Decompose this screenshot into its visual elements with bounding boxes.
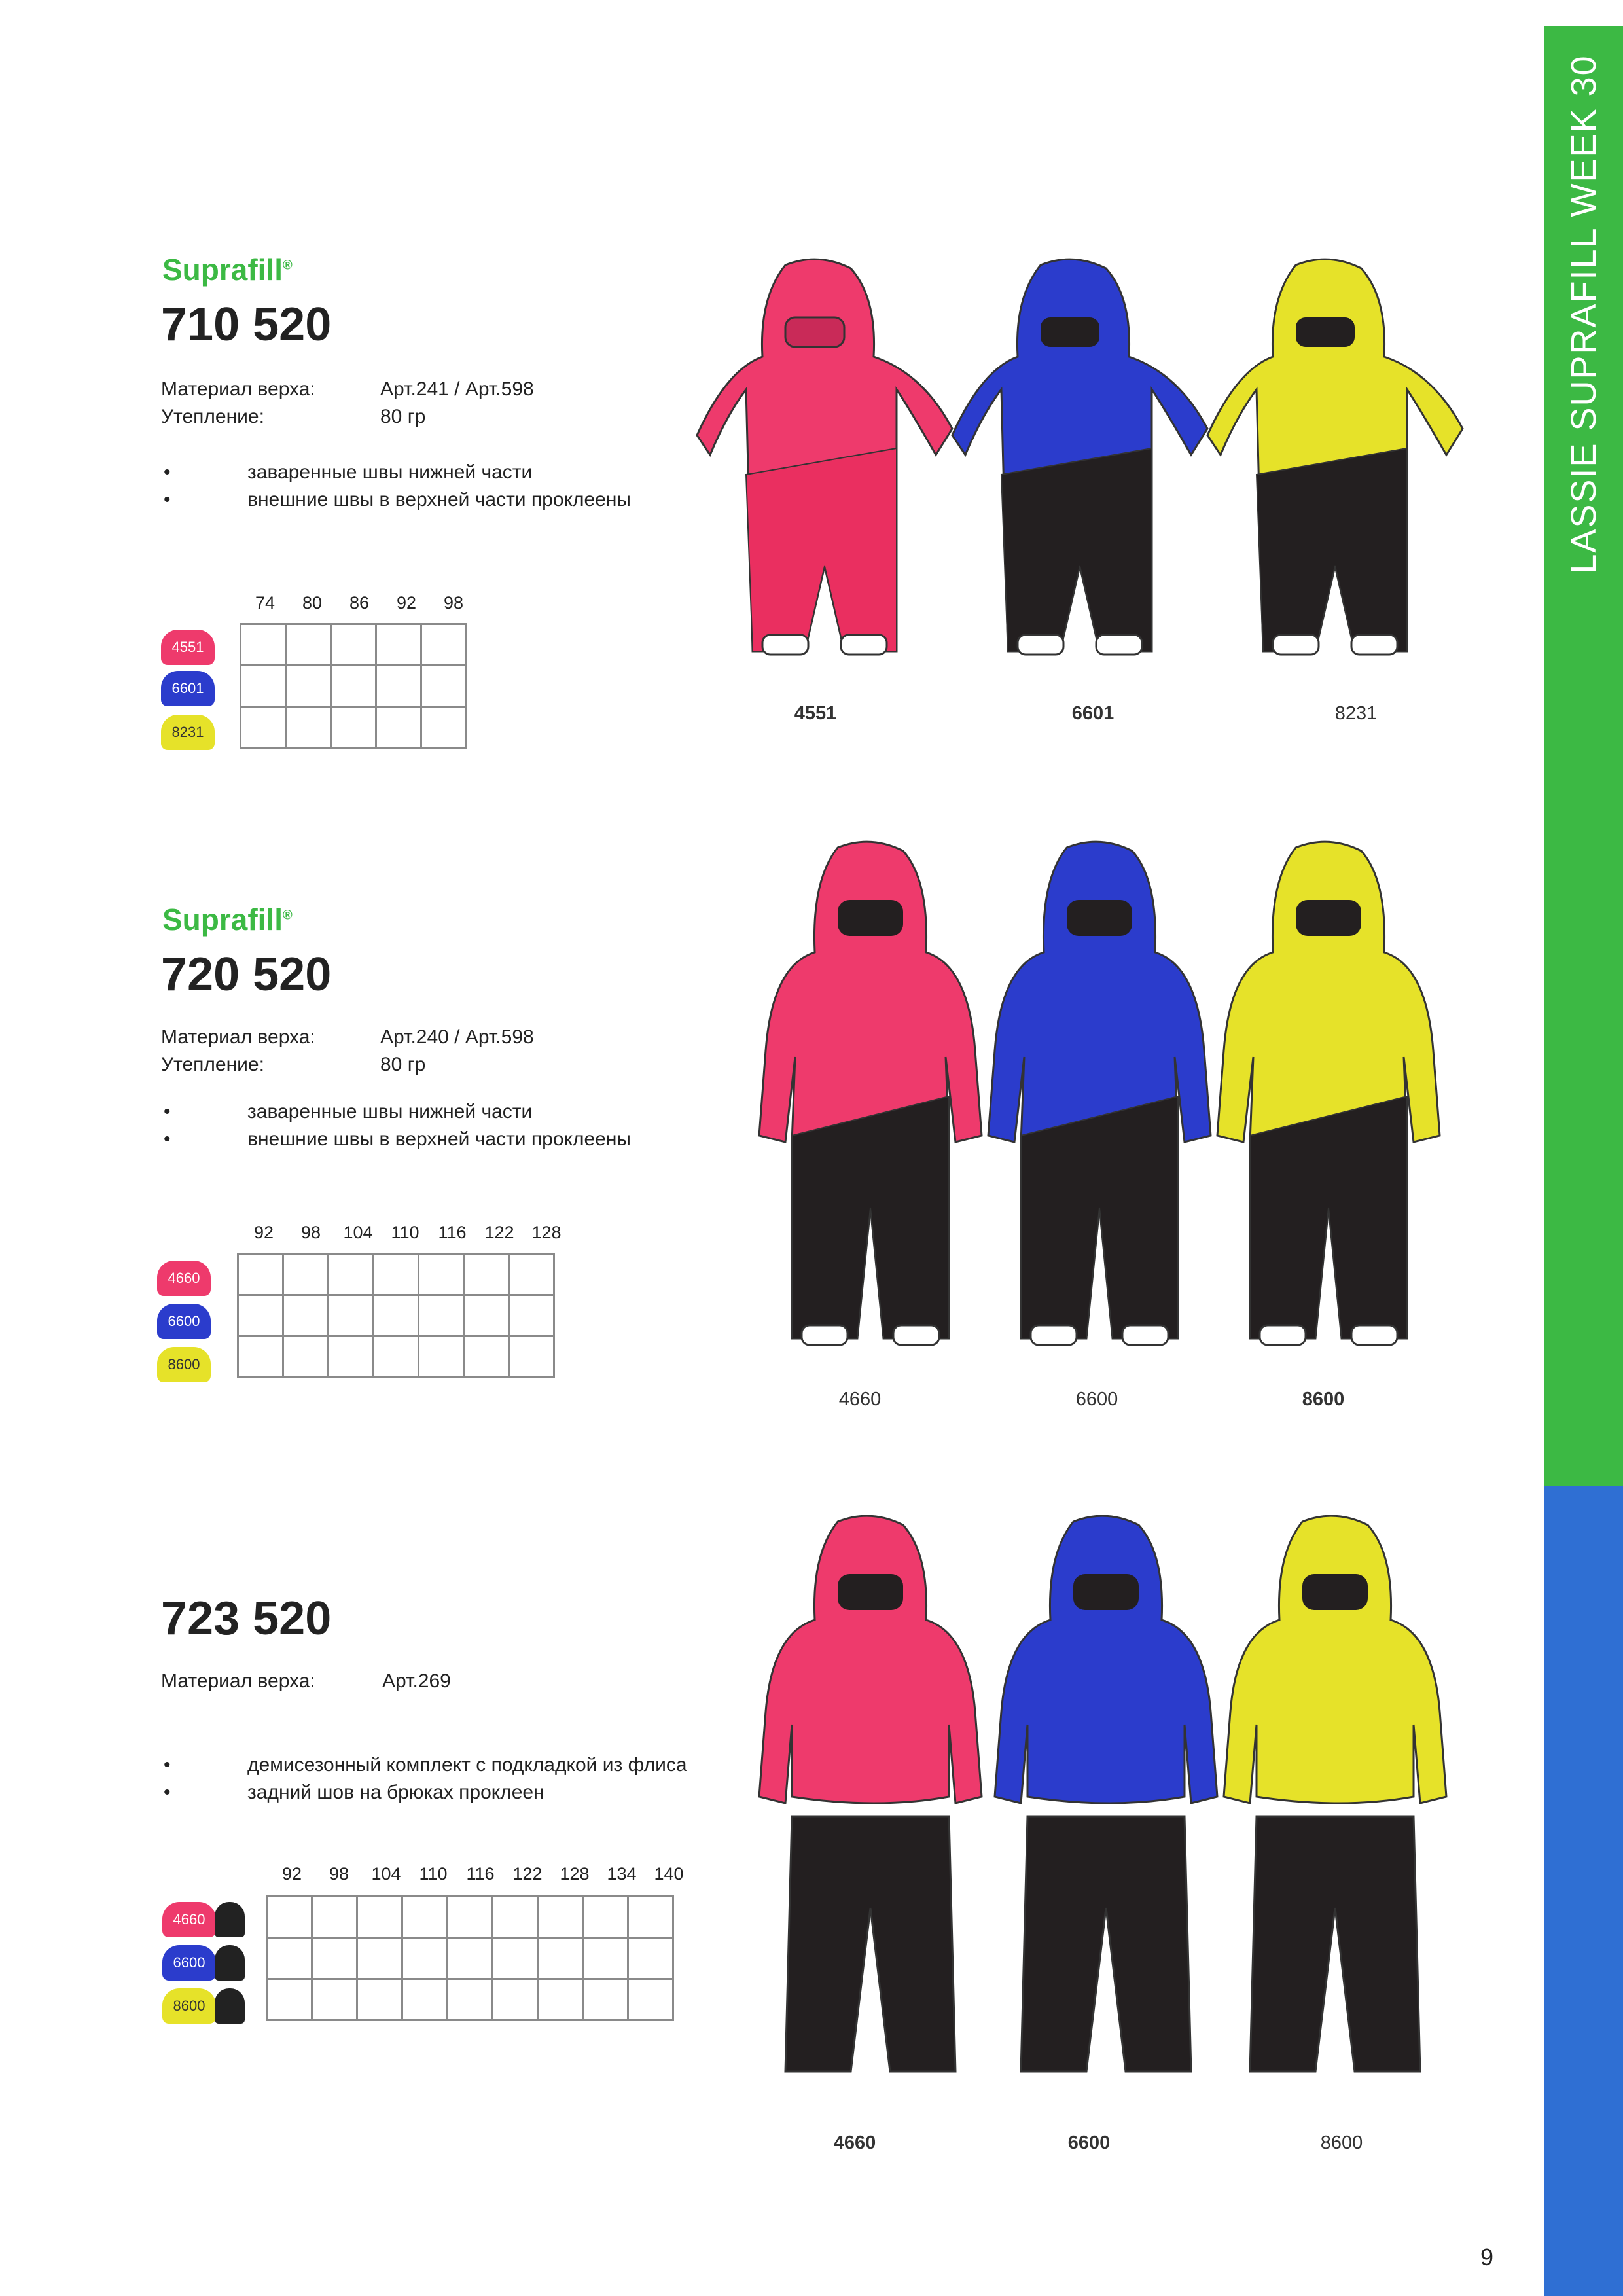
spec-value: Арт.240 / Арт.598 — [380, 1026, 534, 1048]
feature-item: • внешние швы в верхней части проклеены — [164, 1128, 631, 1150]
size-label: 104 — [343, 1223, 373, 1242]
spec-block — [161, 378, 534, 431]
size-label: 122 — [484, 1223, 514, 1242]
grid-cell[interactable] — [448, 1897, 493, 1938]
product-illustration — [740, 1515, 1446, 2078]
grid-cell[interactable] — [448, 1938, 493, 1979]
size-label: 92 — [253, 1223, 274, 1242]
grid-cell[interactable] — [509, 1254, 554, 1295]
size-label: 86 — [349, 593, 370, 613]
product-illustration — [740, 841, 1446, 1352]
grid-cell[interactable] — [376, 624, 421, 666]
order-grid — [266, 1895, 674, 2021]
grid-cell[interactable] — [331, 624, 376, 666]
grid-cell[interactable] — [329, 1295, 374, 1336]
grid-cell[interactable] — [312, 1938, 357, 1979]
grid-cell[interactable] — [241, 707, 286, 748]
grid-cell[interactable] — [267, 1979, 312, 2020]
size-label: 92 — [396, 593, 417, 613]
feature-item: • задний шов на брюках проклеен — [164, 1782, 544, 1803]
color-swatch: 8600 — [157, 1347, 211, 1382]
black-swatch — [215, 1902, 245, 1937]
model-number: 710 520 — [161, 298, 332, 351]
grid-cell[interactable] — [421, 624, 467, 666]
grid-cell[interactable] — [376, 707, 421, 748]
overall-yellow-illustration — [1207, 259, 1463, 655]
grid-cell[interactable] — [464, 1336, 509, 1378]
size-label: 80 — [302, 593, 323, 613]
grid-cell[interactable] — [419, 1336, 464, 1378]
grid-cell[interactable] — [312, 1897, 357, 1938]
sidebar-title: LASSIE SUPRAFILL WEEK 30 — [1564, 54, 1603, 574]
spec-label: Утепление: — [161, 406, 264, 427]
grid-cell[interactable] — [402, 1938, 448, 1979]
grid-cell[interactable] — [286, 666, 331, 707]
grid-cell[interactable] — [357, 1979, 402, 2020]
grid-cell[interactable] — [374, 1295, 419, 1336]
spec-label: Утепление: — [161, 1054, 264, 1075]
order-grid — [240, 623, 467, 749]
grid-cell[interactable] — [238, 1254, 283, 1295]
product-illustration — [700, 259, 1472, 664]
grid-cell[interactable] — [374, 1336, 419, 1378]
spec-label: Материал верха: — [161, 1026, 315, 1048]
size-label: 98 — [300, 1223, 321, 1242]
feature-item: • внешние швы в верхней части проклеены — [164, 489, 631, 511]
color-swatch: 6600 — [162, 1945, 216, 1981]
grid-cell[interactable] — [357, 1897, 402, 1938]
grid-cell[interactable] — [538, 1938, 583, 1979]
model-number: 720 520 — [161, 948, 332, 1001]
grid-cell[interactable] — [283, 1295, 329, 1336]
feature-item: • заваренные швы нижней части — [164, 1101, 533, 1122]
spec-label: Материал верха: — [161, 378, 315, 400]
size-label: 116 — [466, 1864, 495, 1884]
color-swatch: 6600 — [157, 1304, 211, 1339]
grid-cell[interactable] — [331, 666, 376, 707]
grid-cell[interactable] — [238, 1295, 283, 1336]
grid-cell[interactable] — [421, 707, 467, 748]
size-label: 128 — [531, 1223, 562, 1242]
grid-cell[interactable] — [538, 1897, 583, 1938]
color-swatch: 4660 — [157, 1261, 211, 1296]
grid-cell[interactable] — [283, 1336, 329, 1378]
grid-cell[interactable] — [286, 624, 331, 666]
set-pink-illustration — [759, 1516, 982, 2072]
size-label: 128 — [560, 1864, 590, 1884]
size-header — [268, 1864, 707, 1886]
grid-cell[interactable] — [493, 1938, 538, 1979]
grid-cell[interactable] — [402, 1897, 448, 1938]
set-blue-illustration — [995, 1516, 1217, 2072]
overall-pink-illustration — [697, 259, 952, 655]
color-swatch: 6601 — [161, 671, 215, 706]
variant-code: 8600 — [1302, 1389, 1345, 1410]
jumpsuit-yellow-illustration — [1217, 842, 1440, 1345]
spec-value: Арт.269 — [382, 1670, 451, 1692]
brand-label: Suprafill® — [162, 253, 293, 287]
size-label: 92 — [281, 1864, 302, 1884]
spec-value: Арт.241 / Арт.598 — [380, 378, 534, 400]
black-swatch — [215, 1988, 245, 2024]
size-header — [241, 593, 484, 615]
grid-cell[interactable] — [493, 1979, 538, 2020]
grid-cell[interactable] — [376, 666, 421, 707]
grid-cell[interactable] — [283, 1254, 329, 1295]
color-swatch: 8600 — [162, 1988, 216, 2024]
size-label: 74 — [255, 593, 276, 613]
grid-cell[interactable] — [583, 1938, 628, 1979]
grid-cell[interactable] — [402, 1979, 448, 2020]
size-label: 116 — [438, 1223, 467, 1242]
variant-code: 4551 — [794, 703, 837, 724]
size-label: 134 — [607, 1864, 637, 1884]
grid-cell[interactable] — [286, 707, 331, 748]
grid-cell[interactable] — [329, 1336, 374, 1378]
black-swatch — [215, 1945, 245, 1981]
grid-cell[interactable] — [464, 1295, 509, 1336]
size-label: 98 — [443, 593, 464, 613]
grid-cell[interactable] — [628, 1938, 673, 1979]
size-label: 104 — [371, 1864, 401, 1884]
grid-cell[interactable] — [312, 1979, 357, 2020]
grid-cell[interactable] — [329, 1254, 374, 1295]
set-yellow-illustration — [1224, 1516, 1446, 2072]
spec-block — [161, 1670, 488, 1696]
brand-label: Suprafill® — [162, 903, 293, 937]
color-swatch: 4551 — [161, 630, 215, 665]
size-label: 122 — [512, 1864, 543, 1884]
grid-cell[interactable] — [628, 1897, 673, 1938]
spec-value: 80 гр — [380, 406, 426, 427]
model-number: 723 520 — [161, 1592, 332, 1645]
page-number: 9 — [1480, 2244, 1494, 2270]
variant-code: 6601 — [1071, 703, 1115, 724]
size-header — [240, 1223, 580, 1245]
grid-cell[interactable] — [493, 1897, 538, 1938]
grid-cell[interactable] — [583, 1979, 628, 2020]
order-grid — [237, 1253, 555, 1378]
grid-cell[interactable] — [267, 1897, 312, 1938]
grid-cell[interactable] — [509, 1336, 554, 1378]
grid-cell[interactable] — [267, 1938, 312, 1979]
variant-code: 4660 — [833, 2132, 876, 2153]
grid-cell[interactable] — [241, 624, 286, 666]
grid-cell[interactable] — [448, 1979, 493, 2020]
grid-cell[interactable] — [357, 1938, 402, 1979]
feature-item: • демисезонный комплект с подкладкой из флиса — [164, 1754, 687, 1776]
grid-cell[interactable] — [538, 1979, 583, 2020]
grid-cell[interactable] — [421, 666, 467, 707]
variant-code: 4660 — [838, 1389, 882, 1410]
grid-cell[interactable] — [374, 1254, 419, 1295]
size-label: 110 — [419, 1864, 448, 1884]
grid-cell[interactable] — [419, 1295, 464, 1336]
grid-cell[interactable] — [464, 1254, 509, 1295]
grid-cell[interactable] — [583, 1897, 628, 1938]
size-label: 98 — [329, 1864, 349, 1884]
sidebar-blue-band — [1544, 1486, 1623, 2296]
overall-blue-illustration — [952, 259, 1207, 655]
grid-cell[interactable] — [238, 1336, 283, 1378]
jumpsuit-blue-illustration — [988, 842, 1211, 1345]
spec-block — [161, 1026, 534, 1079]
color-swatch: 4660 — [162, 1902, 216, 1937]
grid-cell[interactable] — [419, 1254, 464, 1295]
feature-item: • заваренные швы нижней части — [164, 461, 533, 483]
feature-list — [164, 461, 687, 516]
variant-code: 6600 — [1067, 2132, 1111, 2153]
variant-code: 8231 — [1334, 703, 1378, 724]
size-label: 140 — [654, 1864, 684, 1884]
grid-cell[interactable] — [509, 1295, 554, 1336]
feature-list — [164, 1754, 753, 1809]
spec-value: 80 гр — [380, 1054, 426, 1075]
jumpsuit-pink-illustration — [759, 842, 982, 1345]
variant-code: 6600 — [1075, 1389, 1118, 1410]
feature-list — [164, 1101, 687, 1156]
variant-code: 8600 — [1320, 2132, 1363, 2153]
spec-label: Материал верха: — [161, 1670, 315, 1692]
grid-cell[interactable] — [331, 707, 376, 748]
size-label: 110 — [391, 1223, 419, 1242]
color-swatch: 8231 — [161, 715, 215, 750]
grid-cell[interactable] — [241, 666, 286, 707]
grid-cell[interactable] — [628, 1979, 673, 2020]
